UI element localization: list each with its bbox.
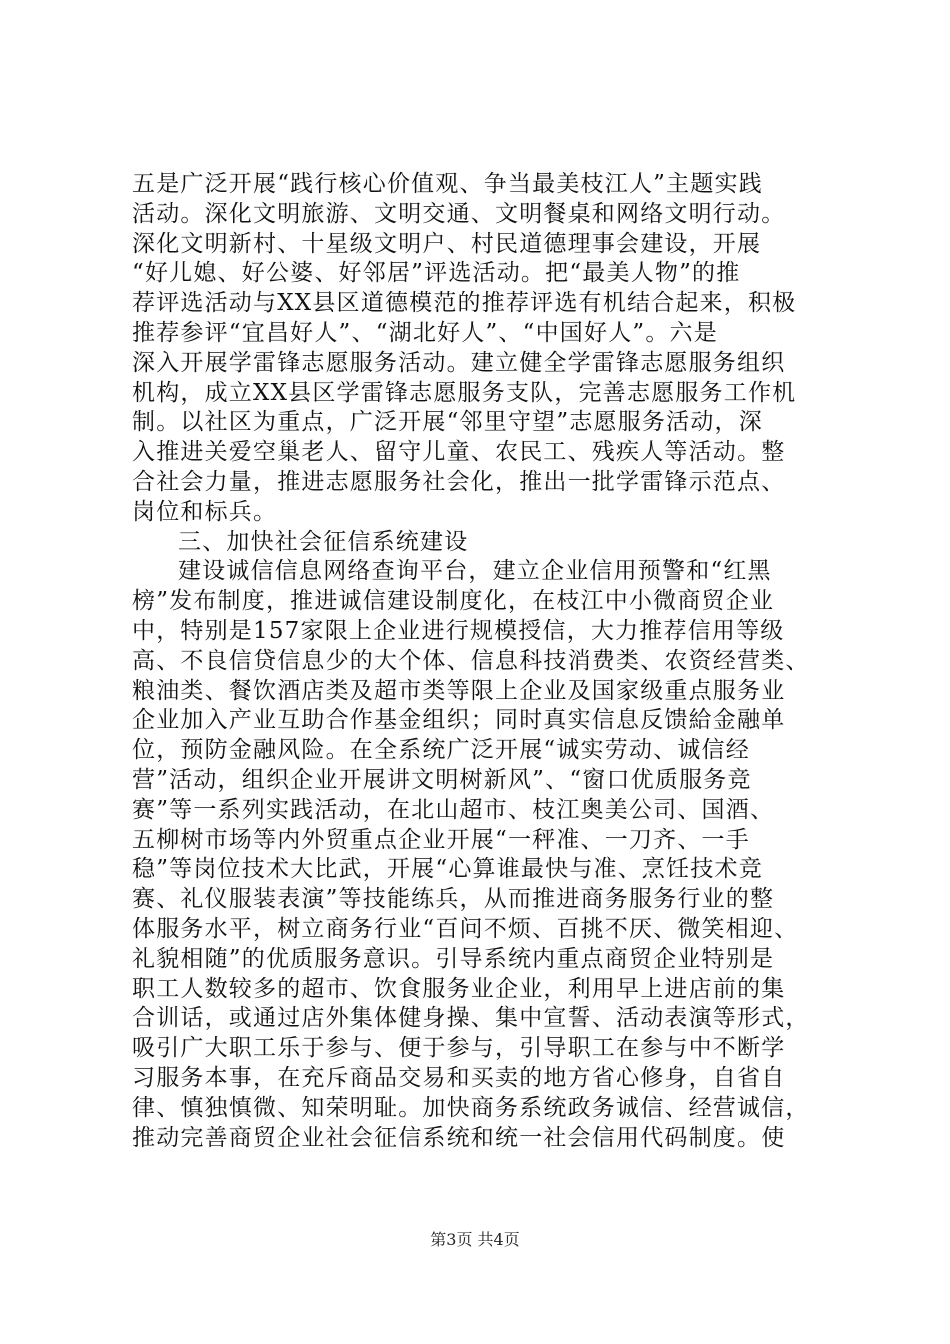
text-line: 赛、礼仪服装表演”等技能练兵，从而推进商务服务行业的整	[132, 886, 775, 913]
text-line: 合训话，或通过店外集体健身操、集中宣誓、活动表演等形式，	[132, 1005, 810, 1032]
text-line: 深化文明新村、十星级文明户、村民道德理事会建设，开展	[132, 230, 762, 257]
text-line: 五是广泛开展“践行核心价值观、争当最美枝江人”主题实践	[132, 171, 763, 197]
body-text	[132, 170, 832, 1153]
text-line: 稳”等岗位技术大比武，开展“心算谁最快与准、烹饪技术竞	[132, 856, 763, 883]
text-line: 机构，成立XX县区学雷锋志愿服务支队，完善志愿服务工作机	[132, 379, 797, 406]
text-line: 推荐参评“宜昌好人”、“湖北好人”、“中国好人”。六是	[132, 319, 718, 346]
text-line: 五柳树市场等内外贸重点企业开展“一秤准、一刀齐、一手	[132, 826, 750, 853]
text-line: 律、慎独慎微、知荣明耻。加快商务系统政务诚信、经营诚信，	[132, 1094, 810, 1121]
text-line: 推动完善商贸企业社会征信系统和统一社会信用代码制度。使	[132, 1124, 786, 1151]
text-line: 荐评选活动与XX县区道德模范的推荐评选有机结合起来，积极	[132, 290, 797, 317]
text-line: 合社会力量，推进志愿服务社会化，推出一批学雷锋示范点、	[132, 468, 786, 495]
text-line: 赛”等一系列实践活动，在北山超市、枝江奥美公司、国酒、	[132, 796, 775, 823]
page-footer: 第3页 共4页	[430, 1230, 520, 1249]
text-line: 高、不良信贷信息少的大个体、信息科技消费类、农资经营类、	[132, 647, 810, 674]
text-line: 深入开展学雷锋志愿服务活动。建立健全学雷锋志愿服务组织	[132, 349, 786, 376]
text-line: 岗位和标兵。	[132, 498, 278, 525]
text-line: 企业加入产业互助合作基金组织；同时真实信息反馈給金融单	[132, 707, 786, 734]
text-line: 礼貌相随”的优质服务意识。引导系统内重点商贸企业特别是	[132, 945, 775, 972]
text-line: 活动。深化文明旅游、文明交通、文明餐桌和网络文明行动。	[132, 200, 786, 227]
text-line: 建设诚信信息网络查询平台，建立企业信用预警和“红黑	[178, 558, 772, 585]
text-line: 职工人数较多的超市、饮食服务业企业，利用早上进店前的集	[132, 975, 786, 1002]
text-line: 吸引广大职工乐于参与、便于参与，引导职工在参与中不断学	[132, 1035, 786, 1062]
text-line: 粮油类、餐饮酒店类及超市类等限上企业及国家级重点服务业	[132, 677, 786, 704]
text-line: 营”活动，组织企业开展讲文明树新风”、“窗口优质服务竞	[132, 766, 752, 793]
text-line: “好儿媳、好公婆、好邻居”评选活动。把“最美人物”的推	[132, 260, 741, 287]
text-line: 入推进关爱空巢老人、留守儿童、农民工、残疾人等活动。整	[132, 439, 786, 466]
text-line: 位，预防金融风险。在全系统广泛开展“诚实劳动、诚信经	[132, 737, 750, 764]
text-line: 三、加快社会征信系统建设	[178, 528, 469, 555]
text-line: 体服务水平，树立商务行业“百问不烦、百挑不厌、微笑相迎、	[132, 915, 799, 942]
text-line: 习服务本事，在充斥商品交易和买卖的地方省心修身，自省自	[132, 1064, 786, 1091]
text-line: 榜”发布制度，推进诚信建设制度化，在枝江中小微商贸企业	[132, 588, 775, 615]
text-line: 制。以社区为重点，广泛开展“邻里守望”志愿服务活动，深	[132, 409, 763, 436]
text-line: 中，特别是157家限上企业进行规模授信，大力推荐信用等级	[132, 617, 785, 644]
